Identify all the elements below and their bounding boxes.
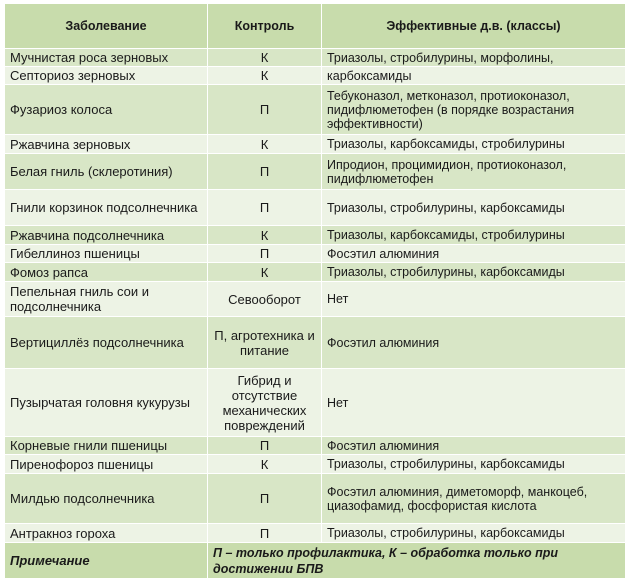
table-row (5, 524, 626, 543)
header-row (5, 4, 626, 49)
note-text: П – только профилактика, К – обработка только при достижении БПВ (208, 543, 626, 579)
table-row (5, 245, 626, 263)
table-row (5, 263, 626, 282)
table-row (5, 437, 626, 455)
disease-cell: Мучнистая роса зерновых (5, 49, 208, 67)
header-control: Контроль (208, 4, 322, 49)
control-cell: П, агротехника и питание (208, 317, 322, 369)
control-cell: К (208, 49, 322, 67)
effective-cell: карбоксамиды (322, 67, 626, 85)
disease-cell: Антракноз гороха (5, 524, 208, 543)
fungicide-table (4, 3, 626, 579)
effective-cell: Нет (322, 369, 626, 437)
disease-cell: Ржавчина подсолнечника (5, 226, 208, 245)
control-cell: К (208, 263, 322, 282)
disease-cell: Пузырчатая головня кукурузы (5, 369, 208, 437)
disease-cell: Фомоз рапса (5, 263, 208, 282)
table-row (5, 67, 626, 85)
table-row (5, 226, 626, 245)
header-disease: Заболевание (5, 4, 208, 49)
effective-cell: Нет (322, 282, 626, 317)
effective-cell: Триазолы, стробилурины, карбоксамиды (322, 524, 626, 543)
disease-cell: Гибеллиноз пшеницы (5, 245, 208, 263)
table-row (5, 154, 626, 190)
control-cell: П (208, 474, 322, 524)
effective-cell: Триазолы, карбоксамиды, стробилурины (322, 226, 626, 245)
disease-cell: Белая гниль (склеротиния) (5, 154, 208, 190)
disease-cell: Ржавчина зерновых (5, 135, 208, 154)
disease-cell: Гнили корзинок подсолнечника (5, 190, 208, 226)
effective-cell: Триазолы, карбоксамиды, стробилурины (322, 135, 626, 154)
table-row (5, 455, 626, 474)
control-cell: Гибрид и отсутствие механических повреждений (208, 369, 322, 437)
effective-cell: Фосэтил алюминия (322, 437, 626, 455)
disease-cell: Пепельная гниль сои и подсолнечника (5, 282, 208, 317)
table-row (5, 317, 626, 369)
disease-cell: Септориоз зерновых (5, 67, 208, 85)
table-row (5, 369, 626, 437)
effective-cell: Фосэтил алюминия, диметоморф, манкоцеб, циазофамид, фосфористая кислота (322, 474, 626, 524)
note-label: Примечание (5, 543, 208, 579)
effective-cell: Тебуконазол, метконазол, протиоконазол, пидифлюметофен (в порядке возрастания эффективности) (322, 85, 626, 135)
disease-cell: Корневые гнили пшеницы (5, 437, 208, 455)
table-row (5, 85, 626, 135)
disease-cell: Пиренофороз пшеницы (5, 455, 208, 474)
effective-cell: Фосэтил алюминия (322, 245, 626, 263)
control-cell: П (208, 524, 322, 543)
control-cell: П (208, 190, 322, 226)
effective-cell: Триазолы, стробилурины, карбоксамиды (322, 190, 626, 226)
effective-cell: Триазолы, стробилурины, морфолины, (322, 49, 626, 67)
disease-cell: Милдью подсолнечника (5, 474, 208, 524)
effective-cell: Триазолы, стробилурины, карбоксамиды (322, 455, 626, 474)
control-cell: П (208, 85, 322, 135)
control-cell: К (208, 226, 322, 245)
control-cell: Севооборот (208, 282, 322, 317)
effective-cell: Триазолы, стробилурины, карбоксамиды (322, 263, 626, 282)
effective-cell: Ипродион, процимидион, протиоконазол, пидифлюметофен (322, 154, 626, 190)
effective-cell: Фосэтил алюминия (322, 317, 626, 369)
disease-cell: Фузариоз колоса (5, 85, 208, 135)
disease-cell: Вертициллёз подсолнечника (5, 317, 208, 369)
control-cell: К (208, 67, 322, 85)
control-cell: К (208, 135, 322, 154)
table-row (5, 282, 626, 317)
control-cell: К (208, 455, 322, 474)
table-row (5, 474, 626, 524)
table-row (5, 49, 626, 67)
header-effective: Эффективные д.в. (классы) (322, 4, 626, 49)
control-cell: П (208, 154, 322, 190)
table-row (5, 135, 626, 154)
control-cell: П (208, 437, 322, 455)
control-cell: П (208, 245, 322, 263)
note-row (5, 543, 626, 579)
table-row (5, 190, 626, 226)
